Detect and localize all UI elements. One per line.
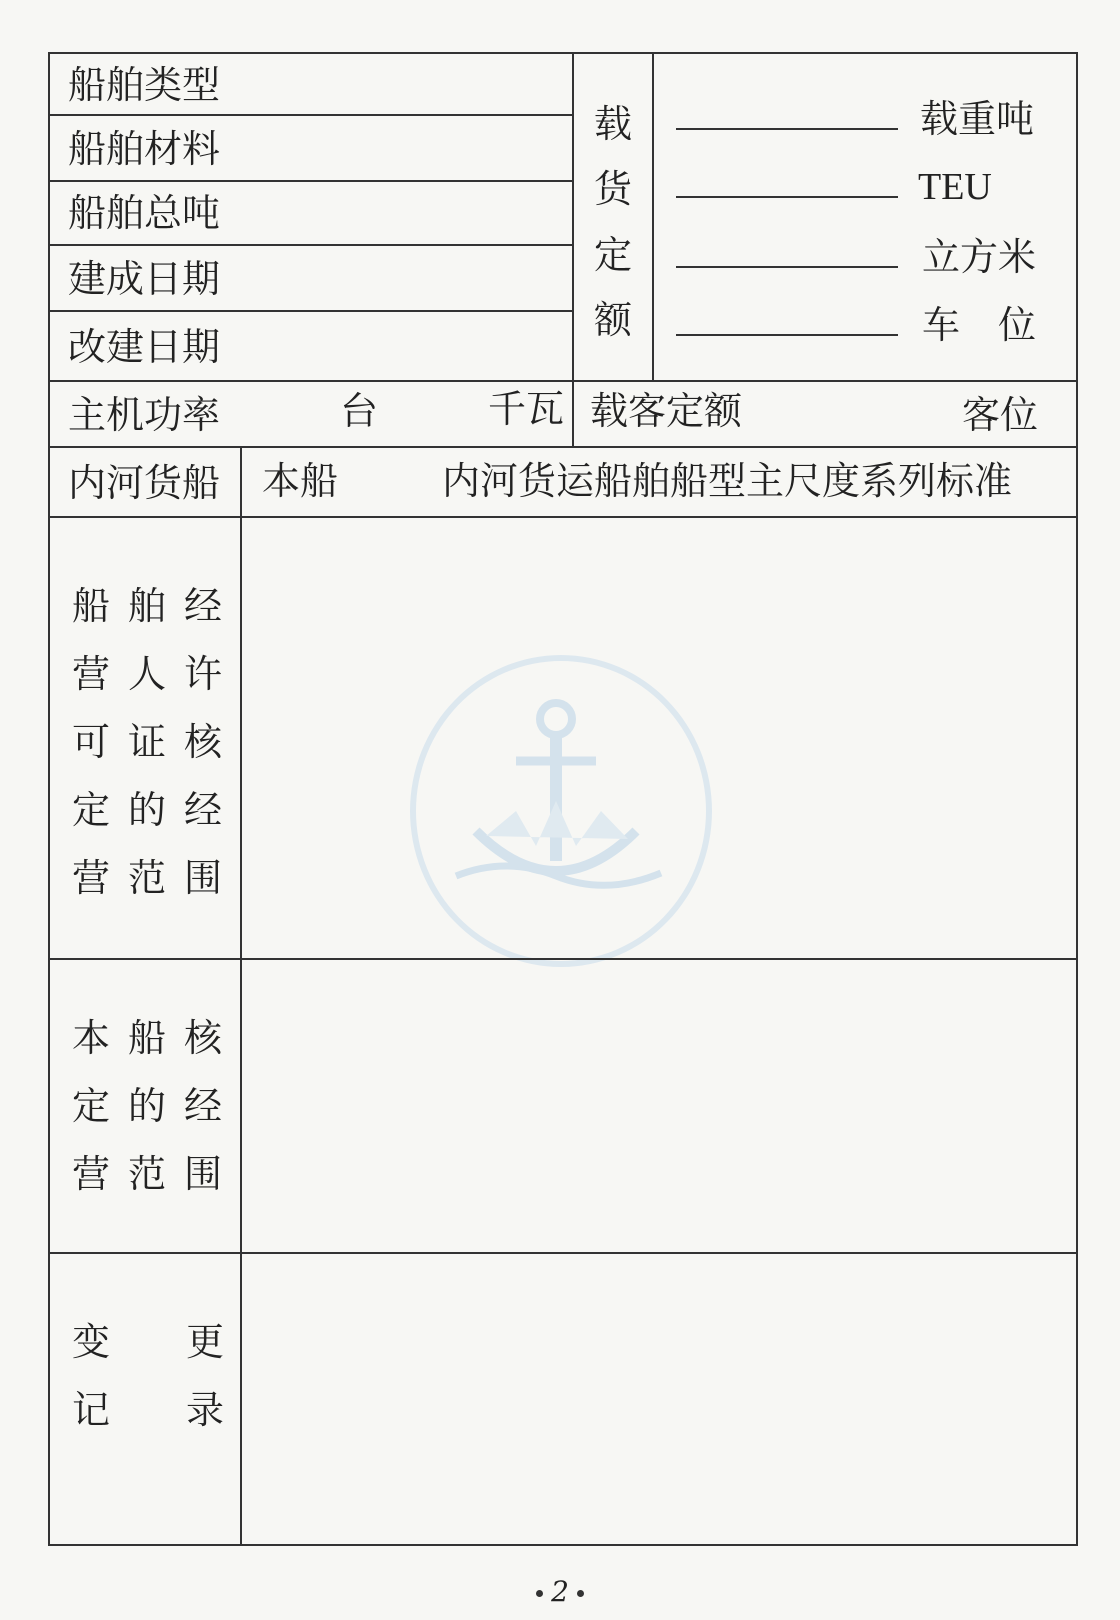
kilowatt-label: 千瓦 bbox=[488, 387, 565, 431]
this-ship-label: 本船 bbox=[262, 459, 339, 503]
cubic-meter-blank[interactable] bbox=[676, 266, 898, 268]
ship-scope-label: 本船核 定的经 营范围 bbox=[72, 1016, 241, 1196]
teu-unit: TEU bbox=[918, 166, 992, 208]
deadweight-unit: 载重吨 bbox=[920, 97, 1035, 141]
ship-material-label: 船舶材料 bbox=[68, 127, 221, 171]
build-date-label: 建成日期 bbox=[68, 257, 221, 301]
cargo-quota-label: 载 货 定 额 bbox=[593, 102, 632, 343]
gross-tonnage-label: 船舶总吨 bbox=[68, 191, 221, 235]
deadweight-blank[interactable] bbox=[676, 128, 898, 130]
ship-info-form bbox=[48, 52, 1078, 1546]
passenger-quota-label: 载客定额 bbox=[590, 389, 743, 433]
passenger-unit-label: 客位 bbox=[962, 393, 1039, 437]
engine-units-label: 台 bbox=[340, 389, 379, 433]
ship-scope-content[interactable] bbox=[242, 960, 1076, 1250]
change-record-label: 变 更 记 录 bbox=[72, 1320, 225, 1432]
main-engine-power-label: 主机功率 bbox=[68, 393, 221, 437]
vehicle-slot-blank[interactable] bbox=[676, 334, 898, 336]
change-record-content[interactable] bbox=[242, 1254, 1076, 1544]
teu-blank[interactable] bbox=[676, 196, 898, 198]
standard-label: 内河货运船舶船型主尺度系列标准 bbox=[442, 459, 1013, 503]
license-scope-label: 船舶经 营人许 可证核 定的经 营范围 bbox=[72, 584, 241, 900]
rebuild-date-label: 改建日期 bbox=[68, 325, 221, 369]
cubic-meter-unit: 立方米 bbox=[922, 235, 1037, 279]
vehicle-slot-unit: 车 位 bbox=[922, 303, 1037, 347]
ship-type-label: 船舶类型 bbox=[68, 63, 221, 107]
inland-cargo-ship-label: 内河货船 bbox=[68, 461, 221, 505]
license-scope-content[interactable] bbox=[242, 518, 1076, 956]
page-number: 2 bbox=[0, 1575, 1120, 1608]
